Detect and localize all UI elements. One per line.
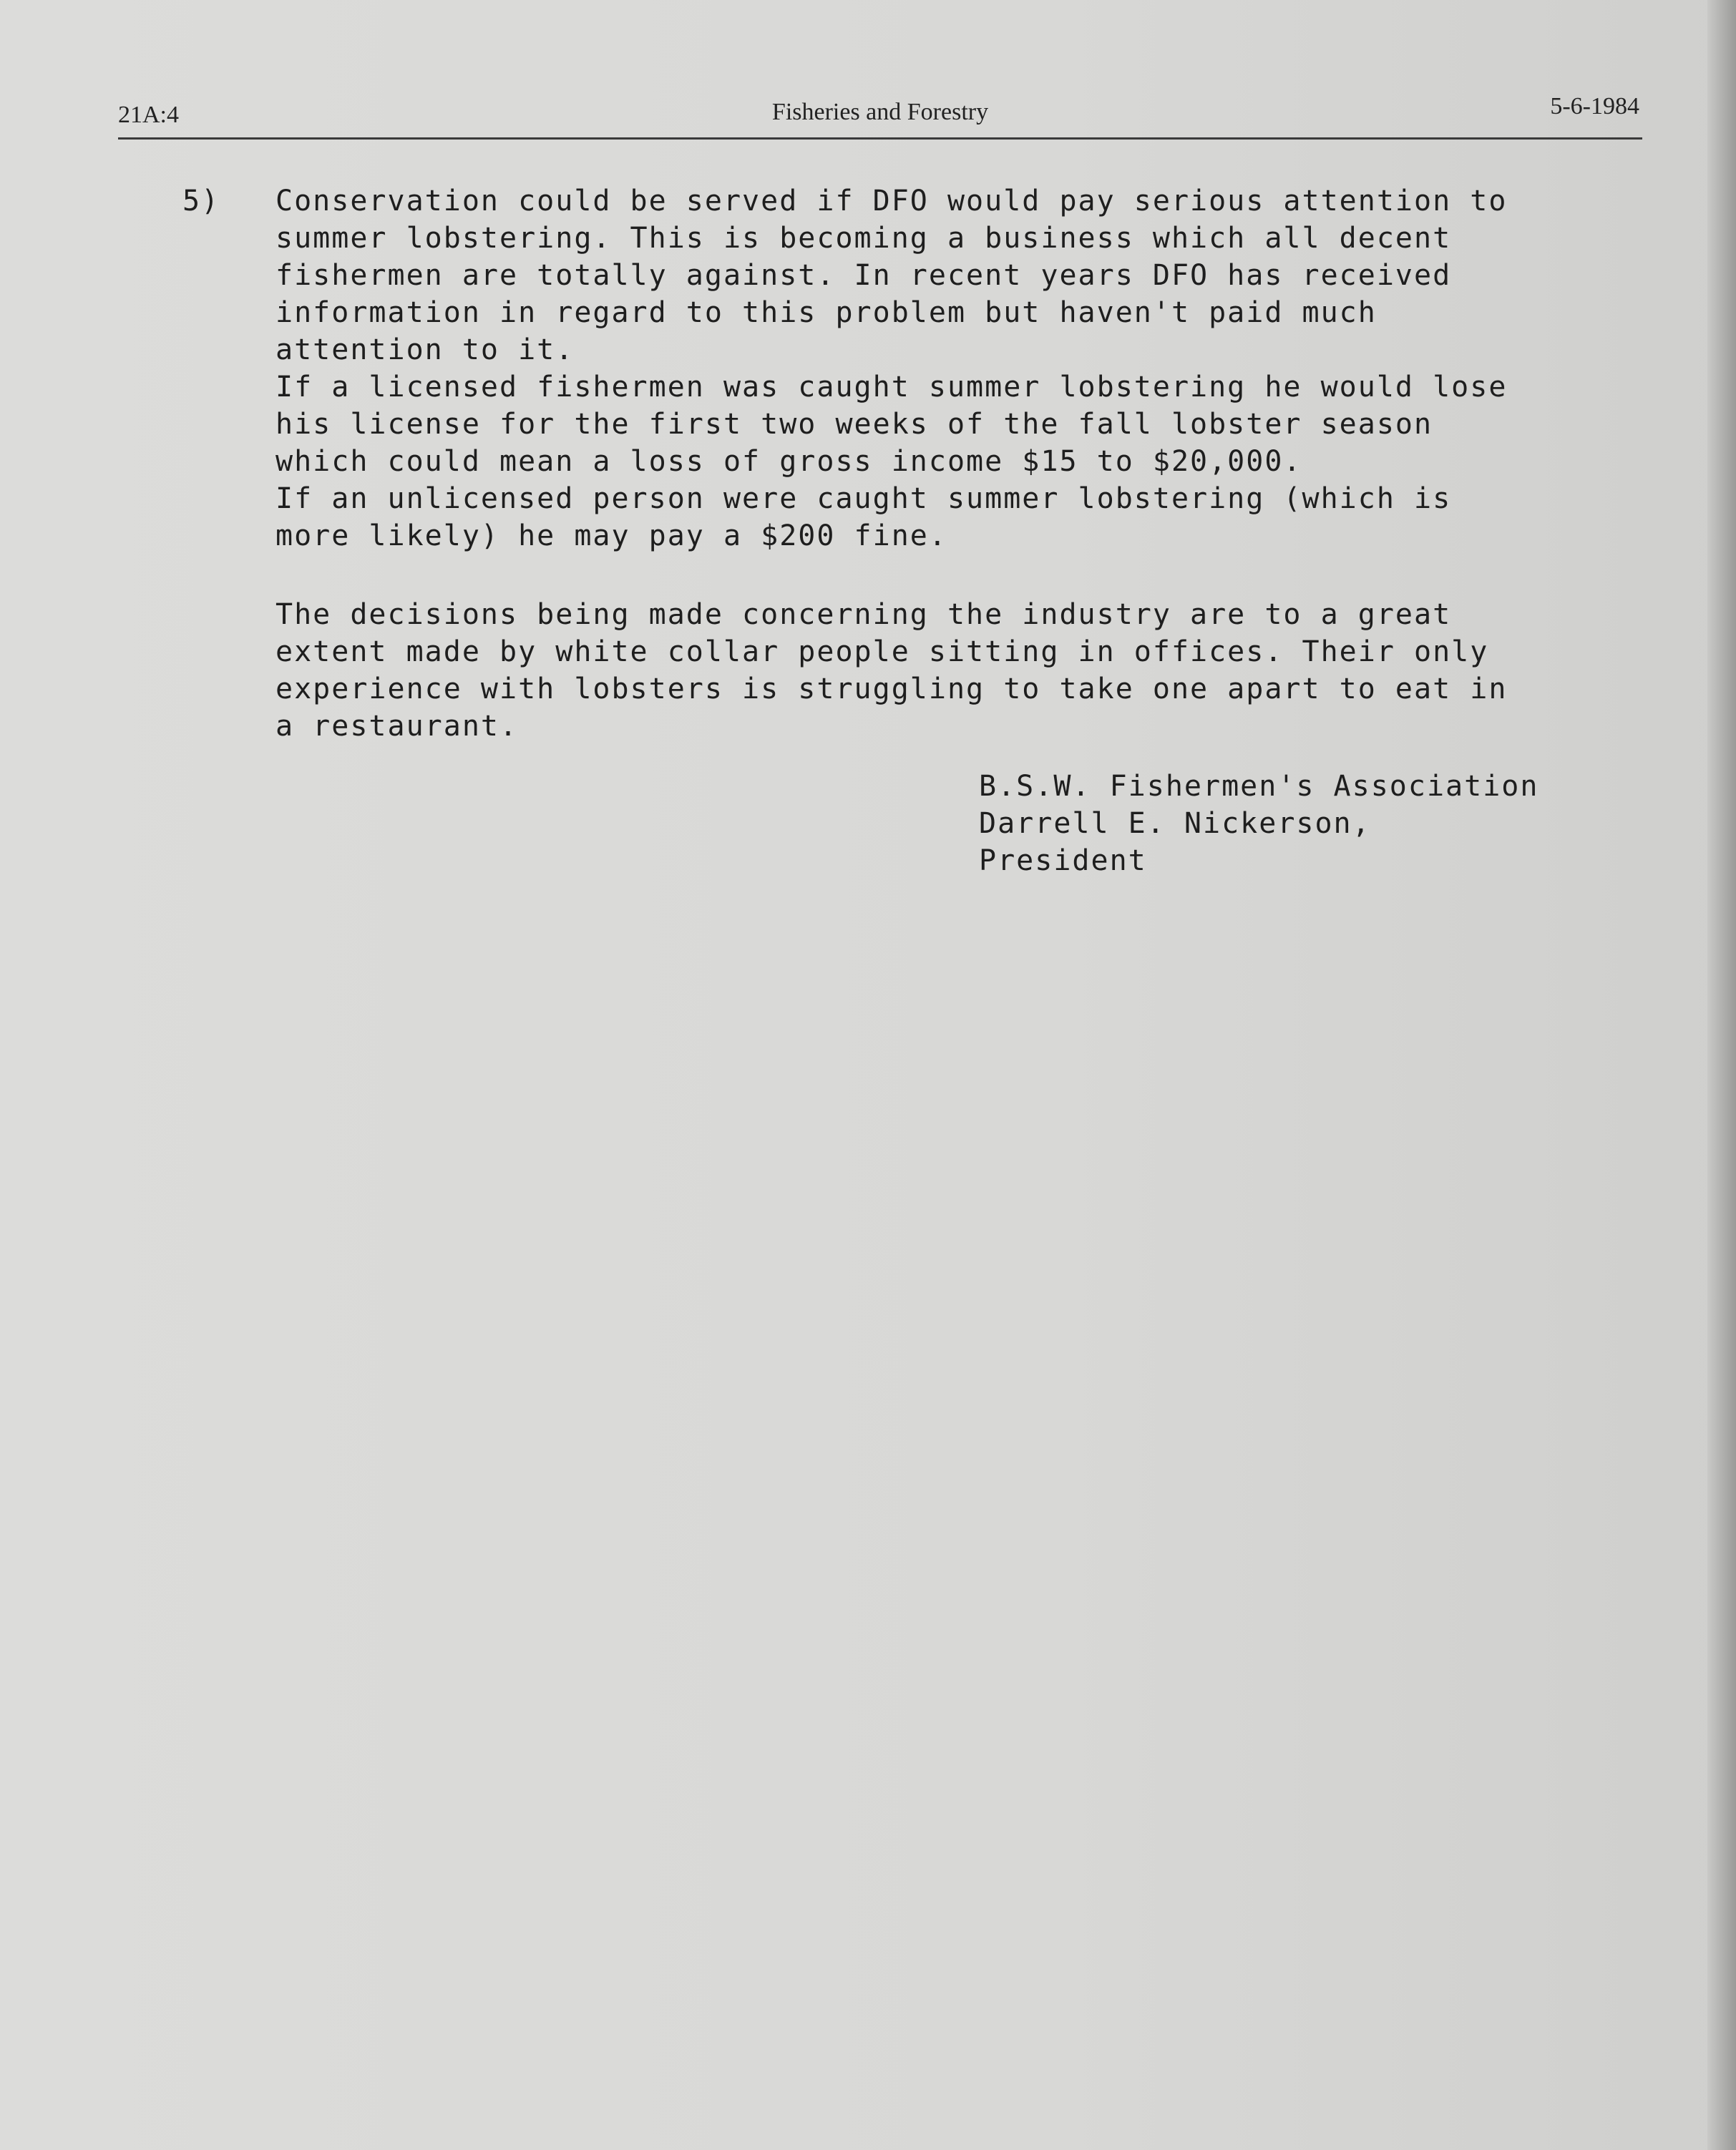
page-edge-shadow — [1707, 0, 1736, 2150]
text-line: Conservation could be served if DFO would pay serious attention to — [275, 185, 1508, 218]
text-line: summer lobstering. This is becoming a business which all decent — [275, 222, 1452, 255]
signature-name: Darrell E. Nickerson, — [979, 807, 1371, 840]
page-reference: 21A:4 — [118, 102, 179, 128]
text-line: If a licensed fishermen was caught summer lobstering he would lose — [275, 371, 1508, 404]
text-line: which could mean a loss of gross income $15 to $20,000. — [275, 445, 1302, 478]
signature-block — [979, 768, 1538, 879]
page-header — [118, 93, 1642, 140]
text-line: information in regard to this problem but haven't paid much — [275, 296, 1377, 329]
text-line: his license for the first two weeks of the fall lobster season — [275, 408, 1433, 441]
text-line: The decisions being made concerning the industry are to a great — [275, 598, 1452, 631]
signature-org: B.S.W. Fishermen's Association — [979, 770, 1539, 803]
item-number: 5) — [182, 185, 220, 218]
text-line: a restaurant. — [275, 710, 519, 743]
publication-title: Fisheries and Forestry — [771, 99, 989, 125]
item-5-body — [275, 182, 1542, 745]
signature-role: President — [979, 844, 1147, 877]
text-line: more likely) he may pay a $200 fine. — [275, 519, 947, 552]
text-line: If an unlicensed person were caught summer lobstering (which is — [275, 482, 1452, 515]
header-date: 5-6-1984 — [1550, 93, 1639, 119]
text-line: attention to it. — [275, 333, 575, 366]
text-line: fishermen are totally against. In recent years DFO has received — [275, 259, 1452, 292]
text-line: extent made by white collar people sitting in offices. Their only — [275, 635, 1489, 668]
text-line: experience with lobsters is struggling to take one apart to eat in — [275, 673, 1508, 705]
